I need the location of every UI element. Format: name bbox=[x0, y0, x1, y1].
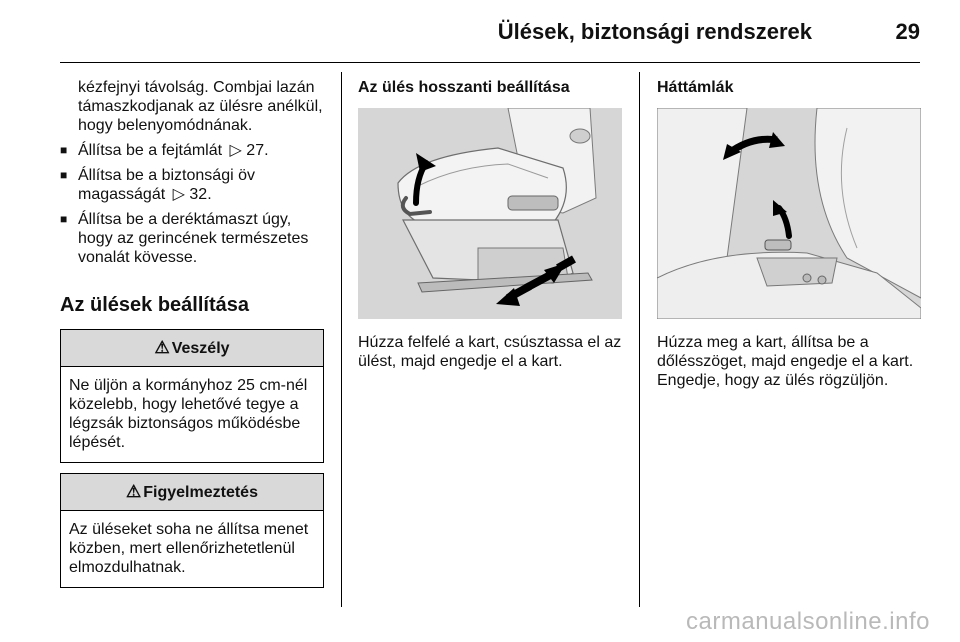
warning-box-title: Figyelmeztetés bbox=[143, 484, 258, 501]
column-divider-2 bbox=[639, 72, 640, 607]
page-ref-icon: ▷ bbox=[229, 142, 242, 159]
seat-slide-illustration bbox=[358, 108, 622, 319]
figure-caption: Húzza meg a kart, állítsa be a dőlésszöget, majd engedje el a kart. Engedje, hogy az ülés rögzüljön. bbox=[657, 334, 914, 389]
list-item bbox=[60, 141, 324, 160]
subsection-title: Háttámlák bbox=[657, 79, 734, 96]
header-rule bbox=[60, 62, 920, 63]
page-header-title: Ülések, biztonsági rendszerek bbox=[497, 19, 812, 44]
intro-text: kézfejnyi távolság. Combjai lazán támaszkodjanak az ülésre anélkül, hogy belenyomódnának. bbox=[78, 79, 323, 134]
list-item bbox=[60, 166, 324, 204]
seatback-recline-illustration bbox=[657, 108, 921, 319]
column-1 bbox=[60, 78, 324, 598]
warning-box-header bbox=[61, 474, 323, 511]
danger-box-body: Ne üljön a kormányhoz 25 cm-nél közelebb, hogy lehetővé tegye a légzsák biztonságos működésbe lépését. bbox=[69, 377, 308, 451]
danger-box-header bbox=[61, 330, 323, 367]
warning-box bbox=[60, 473, 324, 588]
list-item-text: Állítsa be a fejtámlát bbox=[78, 142, 223, 159]
section-title: Az ülések beállítása bbox=[60, 294, 249, 316]
subsection-title: Az ülés hosszanti beállítása bbox=[358, 79, 570, 96]
list-item bbox=[60, 210, 324, 267]
bullet-list bbox=[60, 141, 324, 267]
warning-triangle-icon: ⚠ bbox=[126, 482, 142, 501]
bullet-icon: ■ bbox=[60, 143, 68, 157]
page-ref-link[interactable]: 27. bbox=[246, 142, 269, 159]
danger-box-title: Veszély bbox=[171, 340, 230, 357]
bullet-icon: ■ bbox=[60, 168, 68, 182]
list-item-text: Állítsa be a biztonsági öv magasságát bbox=[78, 167, 255, 203]
warning-triangle-icon: ⚠ bbox=[154, 338, 170, 357]
list-item-text: Állítsa be a deréktámaszt úgy, hogy az gerincének természetes vonalát kövesse. bbox=[78, 211, 309, 266]
seatback-recline-drawing bbox=[657, 108, 921, 319]
watermark: carmanualsonline.info bbox=[686, 608, 930, 635]
column-2 bbox=[358, 78, 624, 371]
figure-caption: Húzza felfelé a kart, csúsztassa el az ülést, majd engedje el a kart. bbox=[358, 334, 622, 370]
bullet-icon: ■ bbox=[60, 212, 68, 226]
column-divider-1 bbox=[341, 72, 342, 607]
column-3 bbox=[657, 78, 923, 390]
page-ref-link[interactable]: 32. bbox=[189, 186, 212, 203]
page-number: 29 bbox=[895, 19, 920, 44]
danger-box bbox=[60, 329, 324, 463]
page-ref-icon: ▷ bbox=[172, 186, 185, 203]
warning-box-body: Az üléseket soha ne állítsa menet közben, mert ellenőrizhetetlenül elmozdulhatnak. bbox=[69, 521, 309, 576]
seat-slide-drawing bbox=[358, 108, 622, 319]
